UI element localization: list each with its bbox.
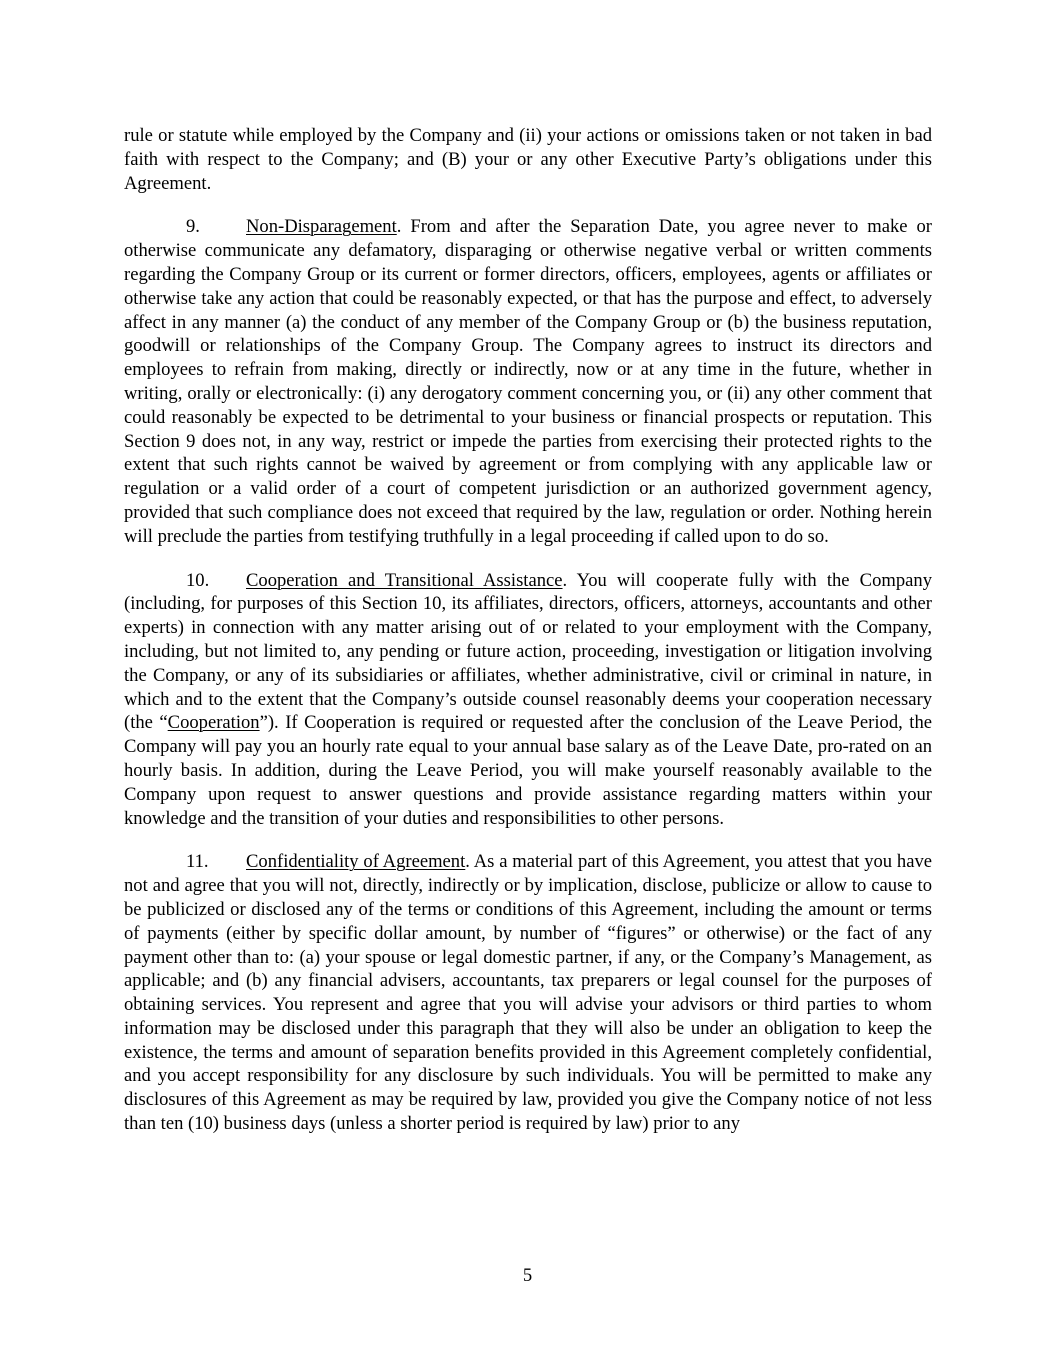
section-10-body-part2: ”). If Cooperation is required or requested after the conclusion of the Leave Period, the Company will pay you an hourly rate equal to your annual base salary as of the Leave Date, pro-rated on an hourly basis. In addition, during the Leave Period, you will make yourself reasonably available to the Company upon request to answer questions and provide assistance regarding matters within your knowledge and the transition of your duties and responsibilities to other persons. xyxy=(124,712,933,829)
document-page xyxy=(124,124,932,1136)
section-10-body-part1: . You will cooperate fully with the Company (including, for purposes of this Section 10, its affiliates, directors, officers, attorneys, accountants and other experts) in connection with any matter arising out of or related to your employment with the Company, including, but not limited to, any pending or future action, proceeding, investigation or litigation involving the Company, or any of its subsidiaries or affiliates, whether administrative, civil or criminal in nature, in which and to the extent that the Company’s outside counsel reasonably deems your cooperation necessary (the “ xyxy=(124,569,932,734)
section-9-paragraph xyxy=(124,215,932,548)
section-11-body: . As a material part of this Agreement, you attest that you have not and agree that you will not, directly, indirectly or by implication, disclose, publicize or allow to cause to be publicized or disclosed any of the terms or conditions of this Agreement, including the amount or terms of payments (either by specific dollar amount, by number of “figures” or otherwise) or the fact of any payment other than to: (a) your spouse or legal domestic partner, if any, or the Company’s Management, as applicable; and (b) any financial advisers, accountants, tax preparers or legal counsel for the purposes of obtaining services. You represent and agree that you will advise your advisors or third parties to whom information may be disclosed under this paragraph that they will also be under an obligation to keep the existence, the terms and amount of separation benefits provided in this Agreement completely confidential, and you accept responsibility for any disclosure by such individuals. You will be permitted to make any disclosures of this Agreement as may be required by law, provided you give the Company notice of not less than ten (10) business days (unless a shorter period is required by law) prior to any xyxy=(124,851,932,1135)
section-9-body: . From and after the Separation Date, you agree never to make or otherwise communicate any defamatory, disparaging or otherwise negative verbal or written comments regarding the Company Group or its current or former directors, officers, employees, agents or affiliates or otherwise take any action that could be reasonably expected, or that has the purpose and effect, to adversely affect in any manner (a) the conduct of any member of the Company Group or (b) the business reputation, goodwill or relationships of the Company Group. The Company agrees to instruct its directors and employees to refrain from making, directly or indirectly, now or at any time in the future, whether in writing, orally or electronically: (i) any derogatory comment concerning you, or (ii) any other comment that could reasonably be expected to be detrimental to your business or financial prospects or reputation. This Section 9 does not, in any way, restrict or impede the parties from exercising their protected rights to the extent that such rights cannot be waived by agreement or from complying with any applicable law or regulation or a valid order of a court of competent jurisdiction or an authorized government agency, provided that such compliance does not exceed that required by the law, regulation or order. Nothing herein will preclude the parties from testifying truthfully in a legal proceeding if called upon to do so. xyxy=(124,216,932,547)
section-11-paragraph xyxy=(124,850,932,1136)
intro-text: rule or statute while employed by the Company and (ii) your actions or omissions taken or not taken in bad faith with respect to the Company; and (B) your or any other Executive Party’s obligations under this Agreement. xyxy=(124,125,932,194)
section-9-heading: Non-Disparagement xyxy=(246,216,397,238)
page-number: 5 xyxy=(522,1265,533,1286)
section-11-number: 11. xyxy=(186,851,209,873)
section-11-heading: Confidentiality of Agreement xyxy=(246,851,466,873)
section-10-paragraph xyxy=(124,569,932,831)
section-10-heading: Cooperation and Transitional Assistance xyxy=(246,569,563,591)
section-10-defined-term: Cooperation xyxy=(167,712,260,734)
intro-paragraph xyxy=(124,124,932,195)
section-10-number: 10. xyxy=(186,569,210,591)
section-9-number: 9. xyxy=(186,216,200,238)
